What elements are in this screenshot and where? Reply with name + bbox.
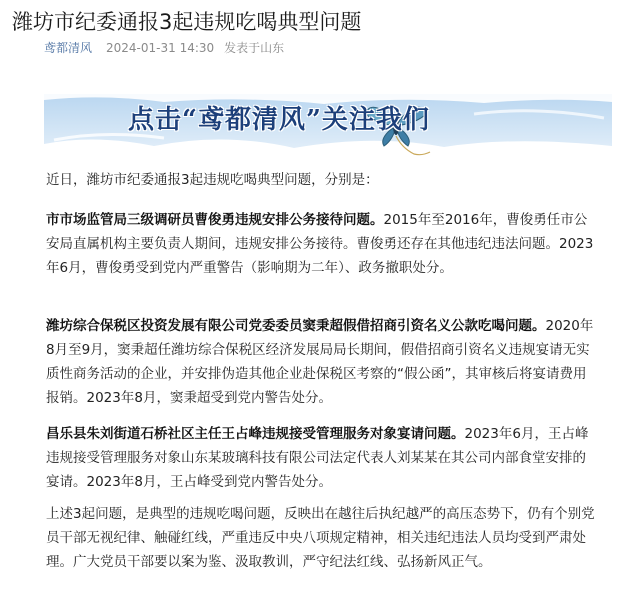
case-1-paragraph — [46, 208, 598, 280]
case-1-text: 2015年至2016年，曹俊勇任市公安局直属机构主要负责人期间，违规安排公务接待。曹俊勇还存在其他违纪违法问题。2023年6月，曹俊勇受到党内严重警告（影响期为二年）、政务撤职处分。 — [46, 212, 594, 276]
follow-banner[interactable] — [44, 94, 612, 158]
case-2-text: 2020年8月至9月，窦秉超任潍坊综合保税区经济发展局局长期间，假借招商引资名义违规宴请无实质性商务活动的企业，并安排伪造其他企业赴保税区考察的“假公函”，其审核后将宴请费用报销。2023年8月，窦秉超受到党内警告处分。 — [46, 318, 594, 406]
banner-follow-text: 点击“鸢都清风”关注我们 — [128, 105, 430, 135]
case-2-heading: 潍坊综合保税区投资发展有限公司党委委员窦秉超假借招商引资名义公款吃喝问题。 — [46, 318, 546, 334]
case-1-heading: 市市场监管局三级调研员曹俊勇违规安排公务接待问题。 — [46, 212, 384, 228]
intro-paragraph: 近日，潍坊市纪委通报3起违规吃喝典型问题，分别是： — [46, 172, 379, 188]
publish-location: 发表于山东 — [224, 41, 285, 55]
article-title: 潍坊市纪委通报3起违规吃喝典型问题 — [12, 10, 362, 34]
author-link[interactable]: 鸢都清风 — [44, 41, 93, 55]
article-meta — [44, 40, 284, 56]
case-3-text: 2023年6月，王占峰违规接受管理服务对象山东某玻璃科技有限公司法定代表人刘某某在其公司内部食堂安排的宴请。2023年8月，王占峰受到党内警告处分。 — [46, 426, 589, 490]
case-2-paragraph — [46, 314, 598, 410]
conclusion-paragraph: 上述3起问题，是典型的违规吃喝问题，反映出在越往后执纪越严的高压态势下，仍有个别党员干部无视纪律、触碰红线，严重违反中央八项规定精神，相关违纪违法人员均受到严肃处理。广大党员干部要以案为鉴、汲取教训，严守纪法红线、弘扬新风正气。 — [46, 506, 595, 570]
case-3-paragraph — [46, 422, 598, 494]
case-3-heading: 昌乐县朱刘街道石桥社区主任王占峰违规接受管理服务对象宴请问题。 — [46, 426, 465, 442]
publish-date: 2024-01-31 14:30 — [106, 41, 215, 55]
